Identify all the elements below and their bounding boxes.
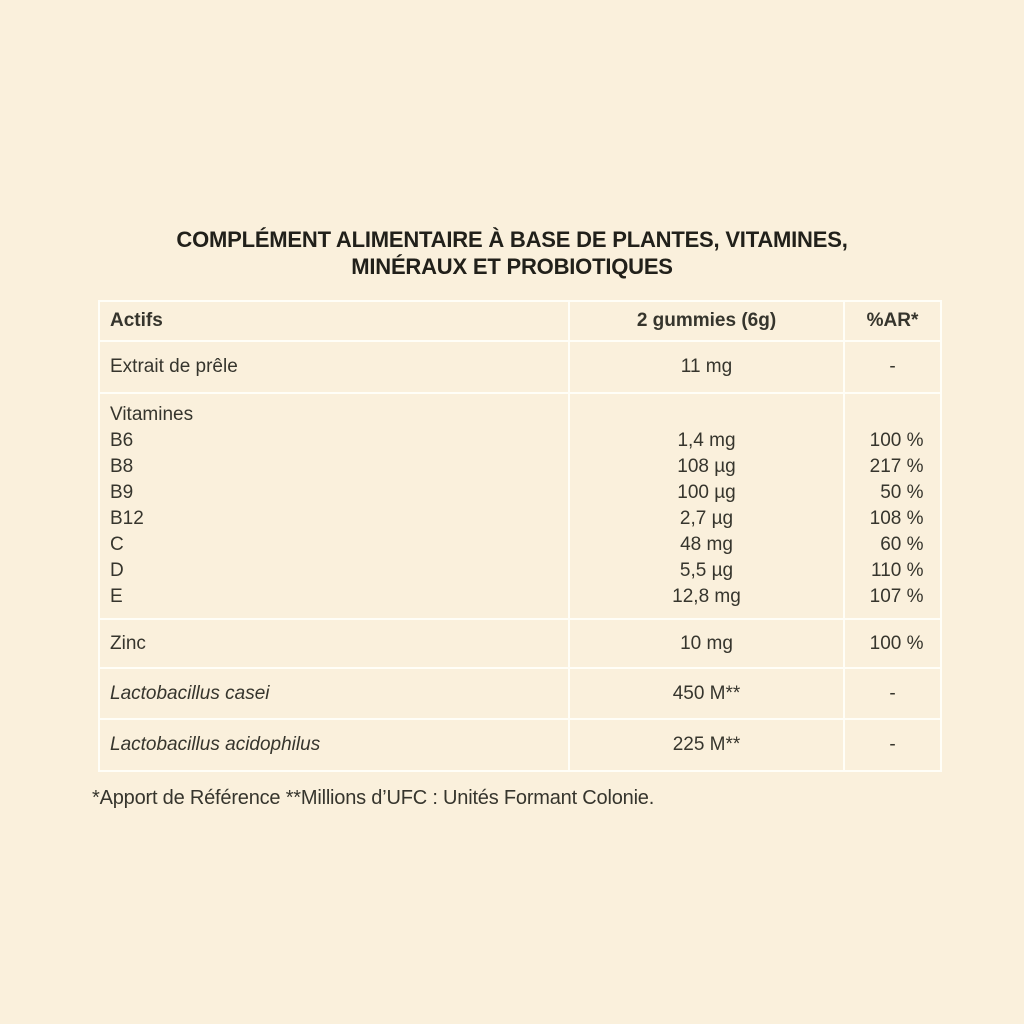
vitamins-label-spacer bbox=[845, 402, 940, 428]
footnote: *Apport de Référence **Millions d’UFC : Unités Formant Colonie. bbox=[92, 787, 655, 809]
column-header-serving: 2 gummies (6g) bbox=[570, 302, 843, 340]
row-vitamins-names bbox=[100, 394, 568, 618]
vitamin-ar: 60 % bbox=[880, 534, 924, 555]
row-acidophilus-amount: 225 M** bbox=[570, 720, 843, 770]
vitamin-ar: 50 % bbox=[880, 482, 924, 503]
row-zinc-ar: 100 % bbox=[845, 620, 940, 667]
vitamin-ar: 100 % bbox=[869, 430, 924, 451]
row-acidophilus-name: Lactobacillus acidophilus bbox=[100, 720, 568, 770]
column-header-actifs: Actifs bbox=[100, 302, 568, 340]
vitamin-name: B12 bbox=[110, 508, 144, 529]
row-casei-amount: 450 M** bbox=[570, 669, 843, 718]
vitamin-amount: 1,4 mg bbox=[677, 430, 736, 451]
vitamin-ar: 110 % bbox=[871, 560, 924, 581]
vitamin-ar: 217 % bbox=[869, 456, 924, 477]
row-acidophilus-ar: - bbox=[845, 720, 940, 770]
page-title bbox=[0, 226, 1024, 280]
vitamin-amount: 48 mg bbox=[680, 534, 733, 555]
row-horsetail-amount: 11 mg bbox=[570, 342, 843, 392]
vitamin-ar: 107 % bbox=[869, 586, 924, 607]
vitamin-amount: 5,5 µg bbox=[679, 560, 734, 581]
row-vitamins-amounts bbox=[570, 394, 843, 618]
column-header-ar: %AR* bbox=[845, 302, 940, 340]
vitamins-label-spacer bbox=[570, 402, 843, 428]
vitamin-ar: 108 % bbox=[869, 508, 924, 529]
row-horsetail-name: Extrait de prêle bbox=[100, 342, 568, 392]
vitamin-amount: 100 µg bbox=[677, 482, 736, 503]
vitamin-amount: 108 µg bbox=[677, 456, 736, 477]
vitamin-amount: 2,7 µg bbox=[679, 508, 734, 529]
page-title-line2: MINÉRAUX ET PROBIOTIQUES bbox=[351, 254, 673, 279]
page-title-line1: COMPLÉMENT ALIMENTAIRE À BASE DE PLANTES, VITAMINES, bbox=[176, 227, 848, 252]
row-horsetail-ar: - bbox=[845, 342, 940, 392]
row-casei-name: Lactobacillus casei bbox=[100, 669, 568, 718]
vitamins-label: Vitamines bbox=[110, 404, 194, 425]
vitamin-amount: 12,8 mg bbox=[672, 586, 741, 607]
vitamin-name: E bbox=[110, 586, 123, 607]
row-zinc-amount: 10 mg bbox=[570, 620, 843, 667]
row-casei-ar: - bbox=[845, 669, 940, 718]
vitamin-name: B8 bbox=[110, 456, 134, 477]
vitamin-name: B9 bbox=[110, 482, 134, 503]
row-vitamins-ars bbox=[845, 394, 940, 618]
row-zinc-name: Zinc bbox=[100, 620, 568, 667]
vitamin-name: B6 bbox=[110, 430, 134, 451]
vitamin-name: C bbox=[110, 534, 124, 555]
nutrition-facts-table bbox=[98, 300, 942, 772]
vitamin-name: D bbox=[110, 560, 124, 581]
